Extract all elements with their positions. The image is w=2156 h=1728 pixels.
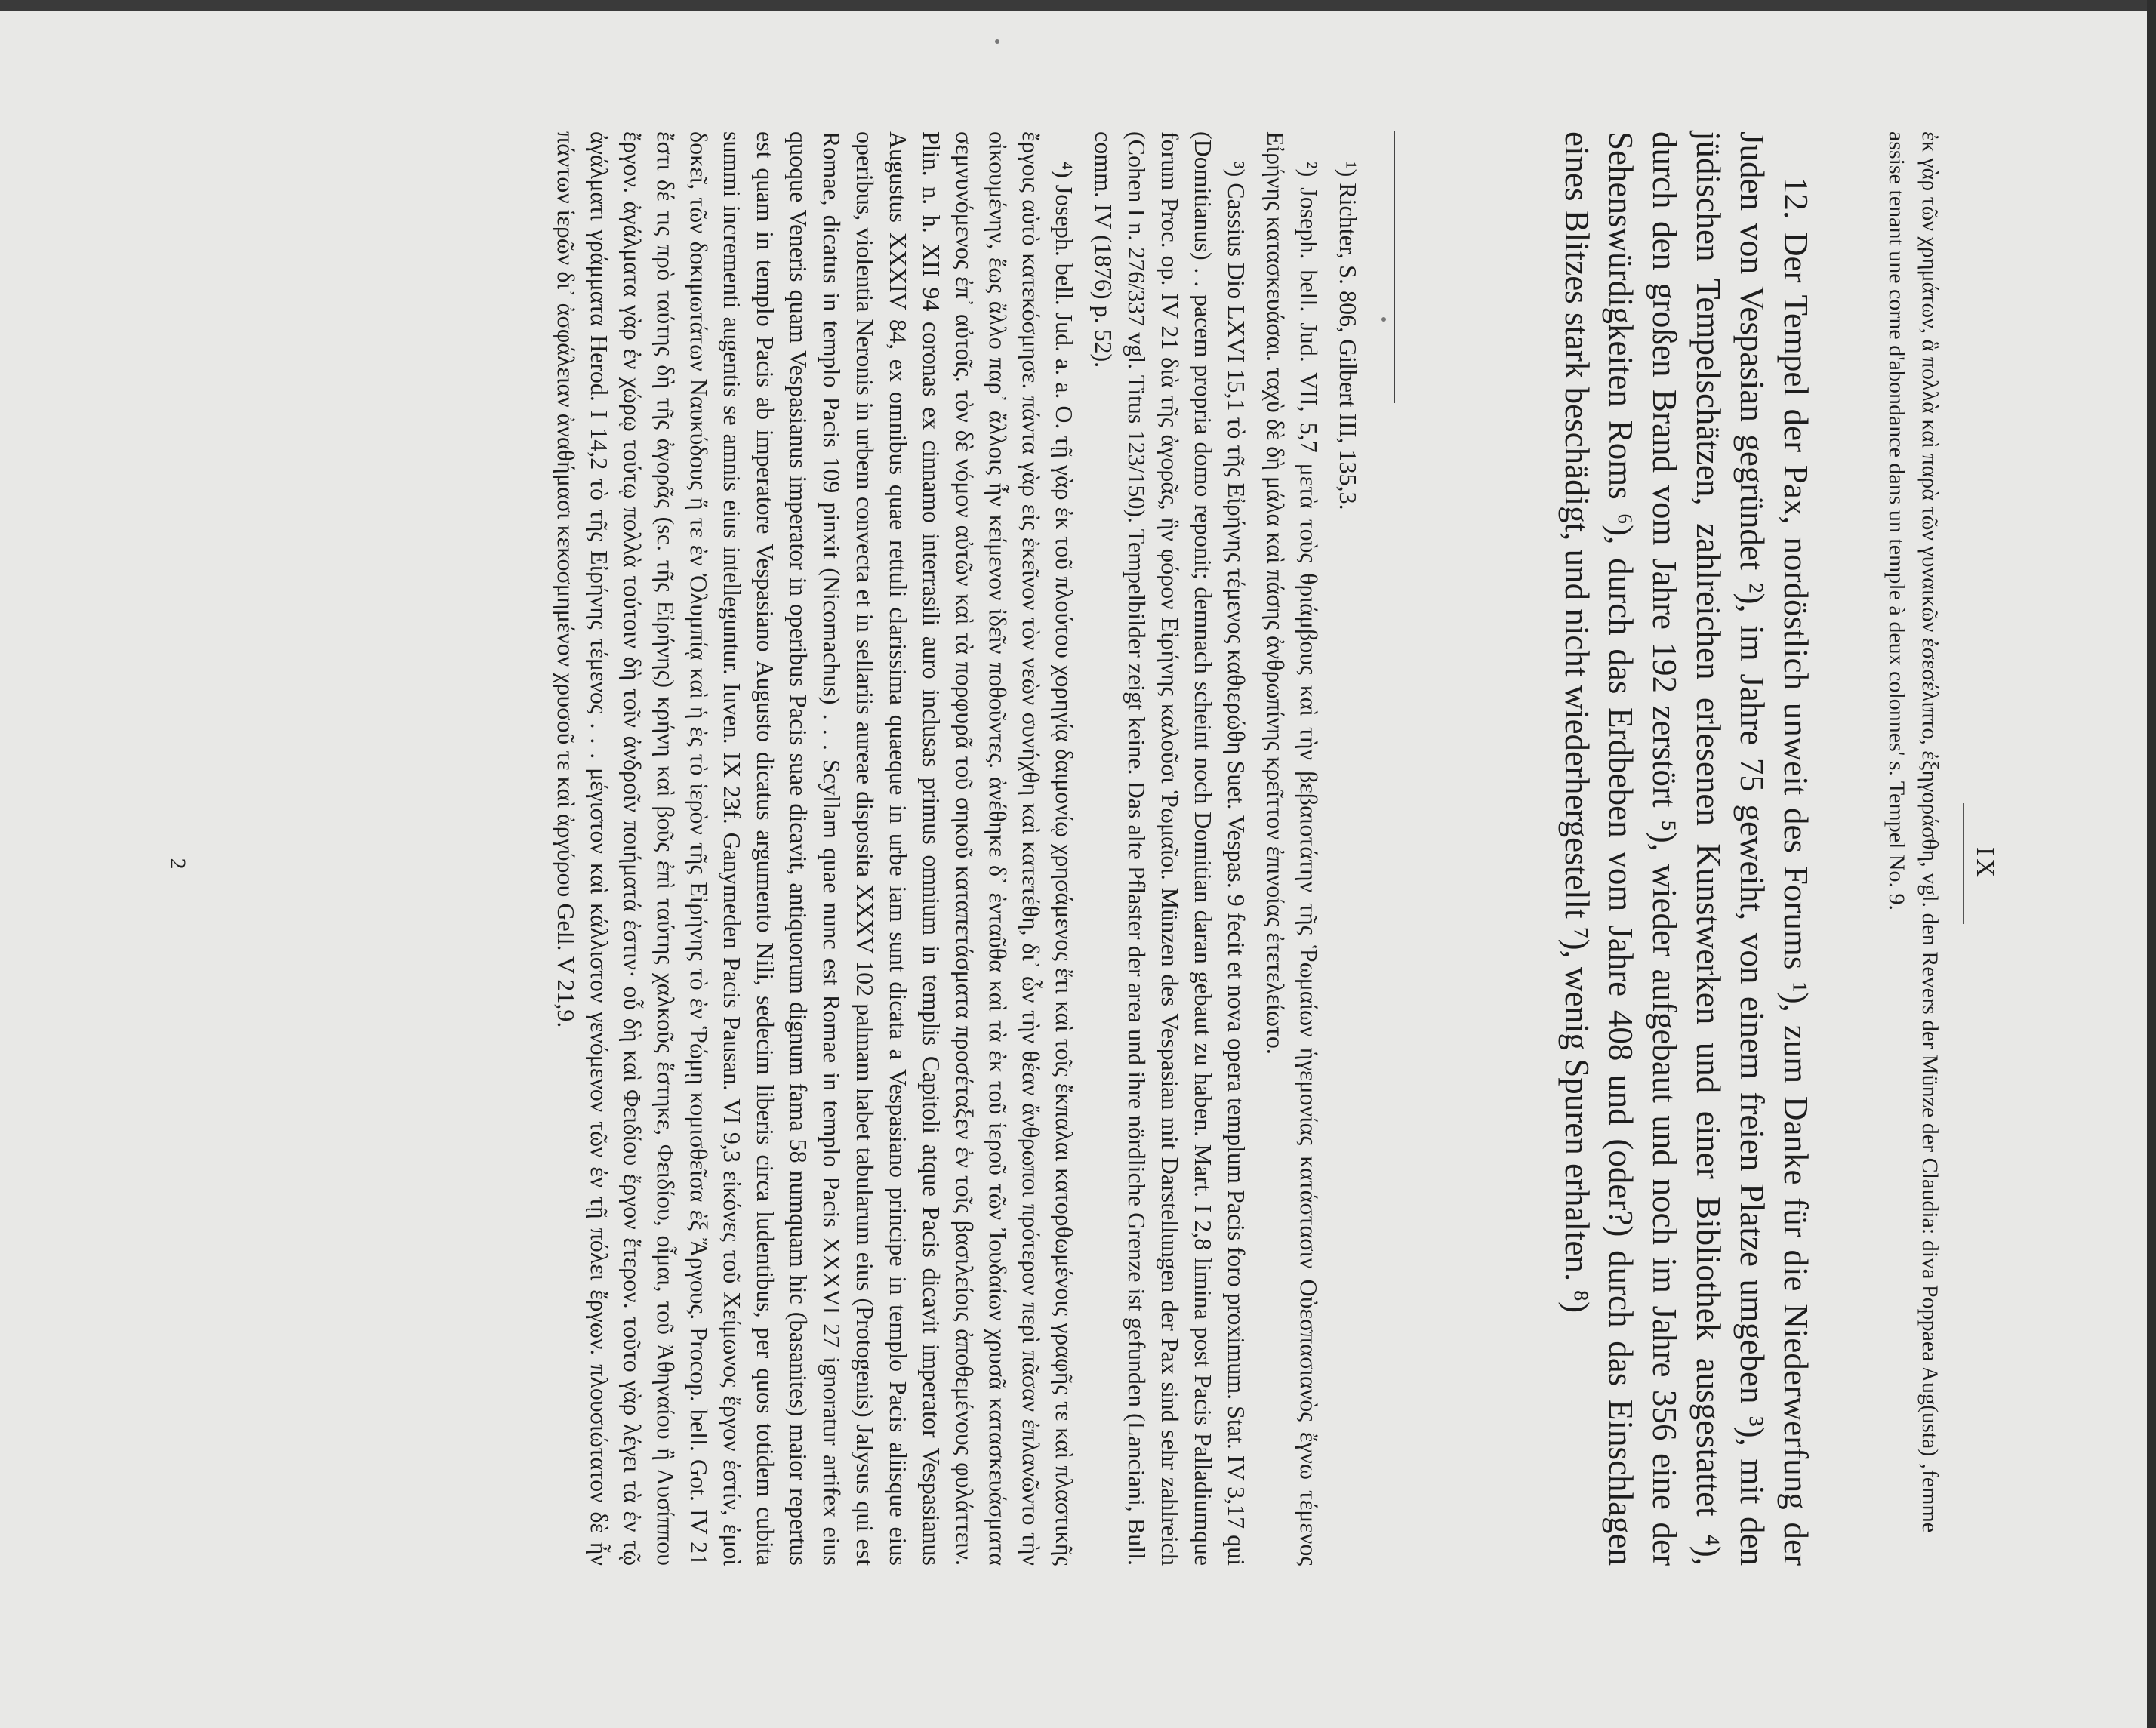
main-paragraph-text: 12. Der Tempel der Pax, nordöstlich unweit des Forums ¹), zum Danke für die Niederwerfung der Juden von Vespasian gegründet ²), im Jahre 75 geweiht, von einem freien Platze umgeben ³), mit den jüdischen Tempelschätzen, zahlreichen erlesenen Kunstwerken und einer Bibliothek ausgestattet ⁴), durch den großen Brand vom Jahre 192 zerstört ⁵), wieder aufgebaut und noch im Jahre 356 eine der Sehenswürdigkeiten Roms ⁶), durch das Erdbeben vom Jahre 408 und (oder?) durch das Einschlagen eines Blitzes stark beschädigt, und nicht wiederhergestellt ⁷), wenig Spuren erhalten. ⁸) [1558, 131, 1815, 1566]
page-number: IX [1971, 847, 1999, 880]
footnote-2: ²) Joseph. bell. Jud. VII, 5,7 μετὰ τοὺς θριάμβους καὶ τὴν βεβαιοτάτην τῆς Ῥωμαίων ἡγεμονίας κατάστασιν Οὐεσπασιανὸς ἔγνω τέμενος Εἰρήνης κατασκευάσαι. ταχὺ δὲ δὴ μάλα καὶ πάσης ἀνθρωπίνης κρεῖττον ἐπινοίας ἐτετελείωτο. [1262, 131, 1323, 1566]
footnote-4: ⁴) Joseph. bell. Jud. a. a. O. τῇ γὰρ ἐκ τοῦ πλούτου χορηγίᾳ δαιμονίῳ χρησάμενος ἔτι καὶ τοῖς ἔκπαλαι κατορθωμένοις γραφῆς τε καὶ πλαστικῆς ἔργοις αὐτὸ κατεκόσμησε. πάντα γὰρ εἰς ἐκεῖνον τὸν νεὼν συνήχθη καὶ κατετέθη, δι᾽ ὧν τὴν θέαν ἄνθρωποι πρότερον περὶ πᾶσαν ἐπλανῶντο τὴν οἰκουμένην, ἕως ἄλλο παρ᾽ ἄλλοις ἦν κείμενον ἰδεῖν ποθοῦντες. ἀνέθηκε δ᾽ ἐνταῦθα καὶ τὰ ἐκ τοῦ ἱεροῦ τῶν Ἰουδαίων χρυσᾶ κατασκευάσματα σεμνυνόμενος ἐπ᾽ αὐτοῖς. τὸν δὲ νόμον αὐτῶν καὶ τὰ πορφυρᾶ τοῦ σηκοῦ καταπετάσματα προσέταξεν ἐν τοῖς βασιλείοις ἀποθεμένους φυλάττειν. Plin. n. h. XII 94 coronas ex cinnamo interrasili auro inclusas primus omnium in templis Capitoli atque Pacis dicavit imperator Vespasianus Augustus XXXIV 84, ex omnibus quae rettuli clarissima quaeque in urbe iam sunt dicata a Vespasiano principe in templo Pacis aliisque eius operibus, violentia Neronis in urbem convecta et in sellariis aureae disposita XXXV 102 palmam habet tabularum eius (Protogenis) Jalysus qui est Romae, dicatus in templo Pacis 109 pinxit (Nicomachus) . . . Scyllam quae nunc est Romae in templo Pacis XXXVI 27 ignoratur artifex eius quoque Veneris quam Vespasianus imperator in operibus Pacis suae dicavit, antiquorum dignum fama 58 numquam hic (basanites) maior repertus est quam in templo Pacis ab imperatore Vespasiano Augusto dicatus argumento Nili, sedecim liberis circa ludentibus, per quos totidem cubita summi incrementi augentis se amnis eius intelleguntur. Iuven. IX 23f. Ganymeden Pacis Pausan. VI 9,3 εἰκόνες τοῦ Χείμωνος ἔργον ἐστίν, ἐμοὶ δοκεῖ, τῶν δοκιμωτάτων Ναυκύδους ἥ τε ἐν Ὀλυμπίᾳ καὶ ἡ ἐς τὸ ἱερὸν τῆς Εἰρήνης τὸ ἐν Ῥώμῃ κομισθεῖσα ἐξ Ἄργους. Procop. bell. Got. IV 21 ἔστι δέ τις πρὸ ταύτης δὴ τῆς ἀγορᾶς (sc. τῆς Εἰρήνης) κρήνη καὶ βοῦς ἐπὶ ταύτης χαλκοῦς ἕστηκε, Φειδίου, οἶμαι, τοῦ Ἀθηναίου ἢ Λυσίππου ἔργον. ἀγάλματα γὰρ ἐν χώρῳ τούτῳ πολλὰ τούτοιν δὴ τοῖν ἀνδροῖν ποιήματά ἐστιν· οὗ δὴ καὶ Φειδίου ἔργον ἕτερον. τοῦτο γὰρ λέγει τὰ ἐν τῷ ἀγάλματι γράμματα Herod. I 14,2 τὸ τῆς Εἰρήνης τέμενος . . . μέγιστον καὶ κάλλιστον γενόμενον τῶν ἐν τῇ πόλει ἔργων. πλουσιώτατον δὲ ἦν πάντων ἱερῶν δι᾽ ἀσφάλειαν ἀναθήμασι κεκοσμημένον χρυσοῦ τε καὶ ἀργύρου Gell. V 21,9. [553, 131, 1078, 1566]
footnote-3: ³) Cassius Dio LXVI 15,1 τὸ τῆς Εἰρήνης τέμενος καθιερώθη Suet. Vespas. 9 fecit et nova opera templum Pacis foro proximum. Stat. IV 3,17 qui (Domitianus) . . pacem propria domo reponit; demnach scheint noch Domitian daran gebaut zu haben. Mart. I 2,8 limina post Pacis Palladiumque forum Proc. op. IV 21 διὰ τῆς ἀγορᾶς, ἣν φόρον Εἰρήνης καλοῦσι Ῥωμαῖοι. Münzen des Vespasian mit Darstellungen der Pax sind sehr zahlreich (Cohen I n. 276/337 vgl. Titus 123/150). Tempelbilder zeigt keine. Das alte Pflaster der area und ihre nördliche Grenze ist gefunden (Lanciani, Bull. comm. IV (1876) p. 52). [1090, 131, 1250, 1566]
dust-speck [995, 39, 999, 44]
scan-right-edge [2147, 0, 2156, 1728]
carried-over-note-text: ἐκ γὰρ τῶν χρημάτων, ἃ πολλὰ καὶ παρὰ τῶν γυναικῶν ἐσεσέλιπτο, ἐξηγοράσθη, vgl. den Revers der Münze der Claudia: diva Poppaea Aug(usta) ‚femme assise tenant une corne d'abondance dans un temple à deux colonnes' s. Tempel No. 9. [1884, 131, 1942, 1533]
main-paragraph [1555, 131, 1818, 1566]
rotated-book-page [112, 101, 2044, 1626]
carried-over-note [1880, 131, 1946, 1566]
footnotes [544, 131, 1365, 1566]
page-number-rule [1963, 803, 1964, 924]
footnote-separator [1394, 131, 1395, 403]
scan-top-edge [0, 0, 2156, 11]
signature-mark: 2 [165, 858, 190, 870]
footnote-1: ¹) Richter, S. 806, Gilbert III, 135,3. [1335, 162, 1362, 510]
